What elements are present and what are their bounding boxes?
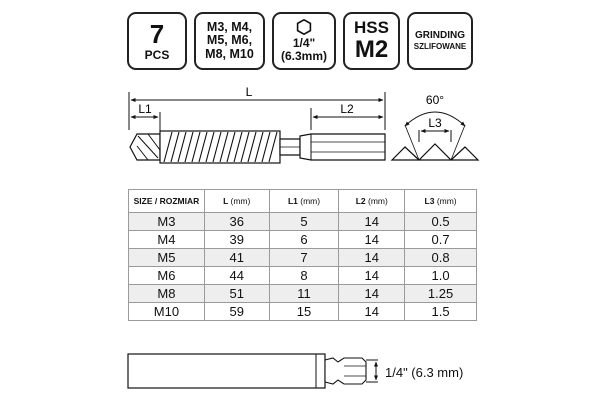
cell-l: 41 xyxy=(204,249,269,267)
dimension-l1 xyxy=(131,102,160,132)
table-row xyxy=(129,231,477,249)
cell-l1: 11 xyxy=(269,285,339,303)
table-header-row xyxy=(129,190,477,213)
cell-l: 51 xyxy=(204,285,269,303)
shank-adapter-label: 1/4" (6.3 mm) xyxy=(385,365,464,380)
dimension-l2-label: L2 xyxy=(340,102,354,116)
l3-label: L3 xyxy=(428,116,442,130)
cell-l3: 0.7 xyxy=(405,231,477,249)
cell-l: 44 xyxy=(204,267,269,285)
specification-table xyxy=(128,189,477,321)
cell-l1: 15 xyxy=(269,303,339,321)
cell-l2: 14 xyxy=(339,249,405,267)
cell-l2: 14 xyxy=(339,213,405,231)
cell-l3: 1.5 xyxy=(405,303,477,321)
table-row xyxy=(129,285,477,303)
table-row xyxy=(129,267,477,285)
cell-l2: 14 xyxy=(339,303,405,321)
sizes-line-1: M3, M4, xyxy=(206,20,253,35)
table-row xyxy=(129,213,477,231)
header-l: L (mm) xyxy=(204,190,269,213)
material-line-2: M2 xyxy=(354,36,389,64)
cell-l: 59 xyxy=(204,303,269,321)
cell-l3: 1.25 xyxy=(405,285,477,303)
cell-l2: 14 xyxy=(339,231,405,249)
cell-l: 36 xyxy=(204,213,269,231)
sizes-line-3: M8, M10 xyxy=(205,46,254,61)
finish-line-2: SZLIFOWANE xyxy=(413,42,467,52)
shank-size-line-2: (6.3mm) xyxy=(280,49,327,63)
cell-l3: 0.8 xyxy=(405,249,477,267)
cell-size: M3 xyxy=(129,213,205,231)
cell-size: M10 xyxy=(129,303,205,321)
cell-size: M5 xyxy=(129,249,205,267)
cell-l3: 1.0 xyxy=(405,267,477,285)
shank-size-line-1: 1/4" xyxy=(292,36,316,51)
finish-line-1: GRINDING xyxy=(415,29,465,41)
table-row xyxy=(129,249,477,267)
header-l2: L2 (mm) xyxy=(339,190,405,213)
header-size: SIZE / ROZMIAR xyxy=(129,190,205,213)
cell-l2: 14 xyxy=(339,285,405,303)
cell-l1: 7 xyxy=(269,249,339,267)
cell-l3: 0.5 xyxy=(405,213,477,231)
shank-adapter-drawing xyxy=(128,354,378,388)
cell-l1: 6 xyxy=(269,231,339,249)
material-line-1: HSS xyxy=(354,18,389,38)
thread-angle-label: 60° xyxy=(425,93,445,107)
pieces-count-number: 7 xyxy=(149,18,165,49)
drill-tap-bit xyxy=(130,131,385,163)
cell-size: M6 xyxy=(129,267,205,285)
cell-l2: 14 xyxy=(339,267,405,285)
cell-size: M4 xyxy=(129,231,205,249)
header-l3: L3 (mm) xyxy=(405,190,477,213)
cell-l1: 8 xyxy=(269,267,339,285)
dimension-l1-label: L1 xyxy=(138,102,152,116)
cell-size: M8 xyxy=(129,285,205,303)
pieces-count-unit: PCS xyxy=(144,47,170,62)
table-row xyxy=(129,303,477,321)
cell-l1: 5 xyxy=(269,213,339,231)
dimension-l2 xyxy=(311,102,383,130)
sizes-line-2: M5, M6, xyxy=(206,33,253,48)
cell-l: 39 xyxy=(204,231,269,249)
thread-profile-detail xyxy=(392,93,478,160)
header-l1: L1 (mm) xyxy=(269,190,339,213)
dimension-l-label: L xyxy=(245,85,253,99)
